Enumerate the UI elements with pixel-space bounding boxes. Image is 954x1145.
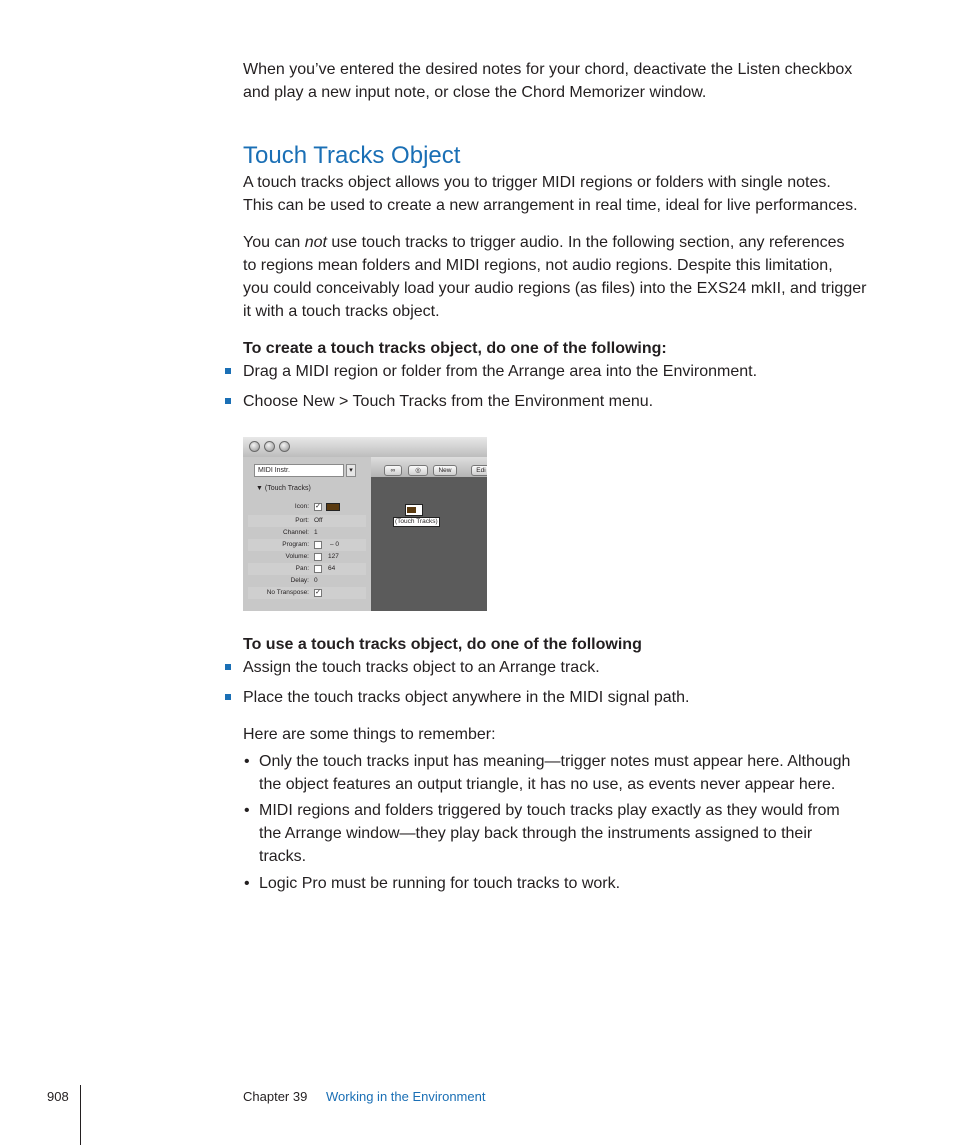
- edit-menu-button: Edi: [471, 465, 487, 476]
- create-heading: To create a touch tracks object, do one of the following:: [243, 340, 667, 357]
- list-line: Only the touch tracks input has meaning—trigger notes must appear here. Although: [259, 753, 851, 770]
- object-thumbnail-icon: [407, 507, 416, 513]
- close-window-icon: [249, 441, 260, 452]
- row-label: Pan:: [295, 565, 309, 572]
- paragraph-line: [243, 231, 873, 254]
- row-label: Icon:: [294, 503, 309, 510]
- inspector-row-delay: [248, 575, 366, 587]
- list-line: Logic Pro must be running for touch tracks to work.: [259, 875, 621, 892]
- object-icon: [326, 503, 340, 511]
- checkbox-checked-icon: ✓: [315, 589, 321, 596]
- paragraph-line: This can be used to create a new arrangement in real time, ideal for live performances.: [243, 197, 858, 214]
- row-value: 0: [314, 577, 318, 584]
- footer-chapter: Chapter 39: [243, 1089, 308, 1104]
- bullet-dot-icon: •: [244, 753, 250, 770]
- list-item: Drag a MIDI region or folder from the Arrange area into the Environment.: [243, 363, 758, 380]
- inspector-row-volume: [248, 551, 366, 563]
- row-value: 64: [328, 565, 336, 572]
- checkbox-icon: [314, 541, 322, 549]
- environment-area: [373, 479, 487, 611]
- row-label: Port:: [295, 517, 309, 524]
- inspector-row-port: [248, 515, 366, 527]
- bullet-dot-icon: •: [244, 802, 250, 819]
- list-item: [259, 872, 879, 895]
- section-paragraph-1: [243, 171, 873, 217]
- paragraph-line: it with a touch tracks object.: [243, 303, 440, 320]
- list-item: [259, 799, 879, 868]
- inspector-row-no-transpose: [248, 587, 366, 599]
- text-run: You can: [243, 234, 305, 251]
- bullet-square-icon: [225, 368, 231, 374]
- touch-tracks-object-icon: [405, 504, 423, 516]
- paragraph-line: you could conceivably load your audio regions (as files) into the EXS24 mkII, and trigger: [243, 280, 867, 297]
- page-number: 908: [47, 1089, 69, 1104]
- list-item: Assign the touch tracks object to an Arrange track.: [243, 659, 600, 676]
- row-label: Program:: [282, 541, 309, 548]
- bullet-square-icon: [225, 694, 231, 700]
- section-title: Touch Tracks Object: [243, 142, 461, 169]
- paragraph-line: A touch tracks object allows you to trigger MIDI regions or folders with single notes.: [243, 174, 831, 191]
- checkbox-checked-icon: ✓: [315, 503, 321, 510]
- bullet-square-icon: [225, 664, 231, 670]
- inspector-row-pan: [248, 563, 366, 575]
- view-icon: ◎: [408, 465, 428, 476]
- list-line: tracks.: [259, 848, 307, 865]
- new-menu-button: New: [433, 465, 457, 476]
- row-label: Channel:: [282, 529, 309, 536]
- inspector-row-icon: [248, 501, 366, 513]
- row-label: Volume:: [285, 553, 309, 560]
- emphasis-text: not: [304, 234, 327, 251]
- list-item: [259, 750, 879, 796]
- environment-screenshot: [243, 437, 487, 611]
- list-line: the Arrange window—they play back through the instruments assigned to their: [259, 825, 813, 842]
- link-icon: ∞: [384, 465, 402, 476]
- list-item: Choose New > Touch Tracks from the Environment menu.: [243, 393, 654, 410]
- inspector-row-program: [248, 539, 366, 551]
- intro-paragraph: [243, 58, 873, 104]
- section-paragraph-2: [243, 231, 873, 323]
- zoom-window-icon: [279, 441, 290, 452]
- row-label: No Transpose:: [266, 589, 309, 596]
- row-value: 127: [328, 553, 339, 560]
- use-heading: To use a touch tracks object, do one of the following: [243, 636, 642, 653]
- chevron-down-icon: ▾: [346, 464, 356, 477]
- paragraph-line: to regions mean folders and MIDI regions, not audio regions. Despite this limitation,: [243, 257, 833, 274]
- remember-intro: Here are some things to remember:: [243, 726, 496, 743]
- checkbox-icon: [314, 553, 322, 561]
- list-line: MIDI regions and folders triggered by touch tracks play exactly as they would from: [259, 802, 840, 819]
- object-group-label: ▼ (Touch Tracks): [256, 485, 311, 492]
- list-item: Place the touch tracks object anywhere in the MIDI signal path.: [243, 689, 690, 706]
- intro-line: and play a new input note, or close the Chord Memorizer window.: [243, 84, 707, 101]
- bullet-square-icon: [225, 398, 231, 404]
- row-value: – 0: [330, 541, 340, 548]
- text-run: use touch tracks to trigger audio. In the following section, any references: [326, 234, 845, 251]
- row-label: Delay:: [290, 577, 309, 584]
- minimize-window-icon: [264, 441, 275, 452]
- row-value: Off: [314, 517, 323, 524]
- intro-line: When you’ve entered the desired notes for your chord, deactivate the Listen checkbox: [243, 61, 853, 78]
- footer-divider: [80, 1085, 81, 1145]
- midi-instrument-field: MIDI Instr.: [254, 464, 344, 477]
- checkbox-icon: [314, 565, 322, 573]
- row-value: 1: [314, 529, 318, 536]
- inspector-row-channel: [248, 527, 366, 539]
- list-line: the object features an output triangle, it has no use, as events never appear here.: [259, 776, 836, 793]
- footer-chapter-title-link[interactable]: Working in the Environment: [326, 1089, 486, 1104]
- bullet-dot-icon: •: [244, 875, 250, 892]
- touch-tracks-object-label: (Touch Tracks): [395, 518, 438, 525]
